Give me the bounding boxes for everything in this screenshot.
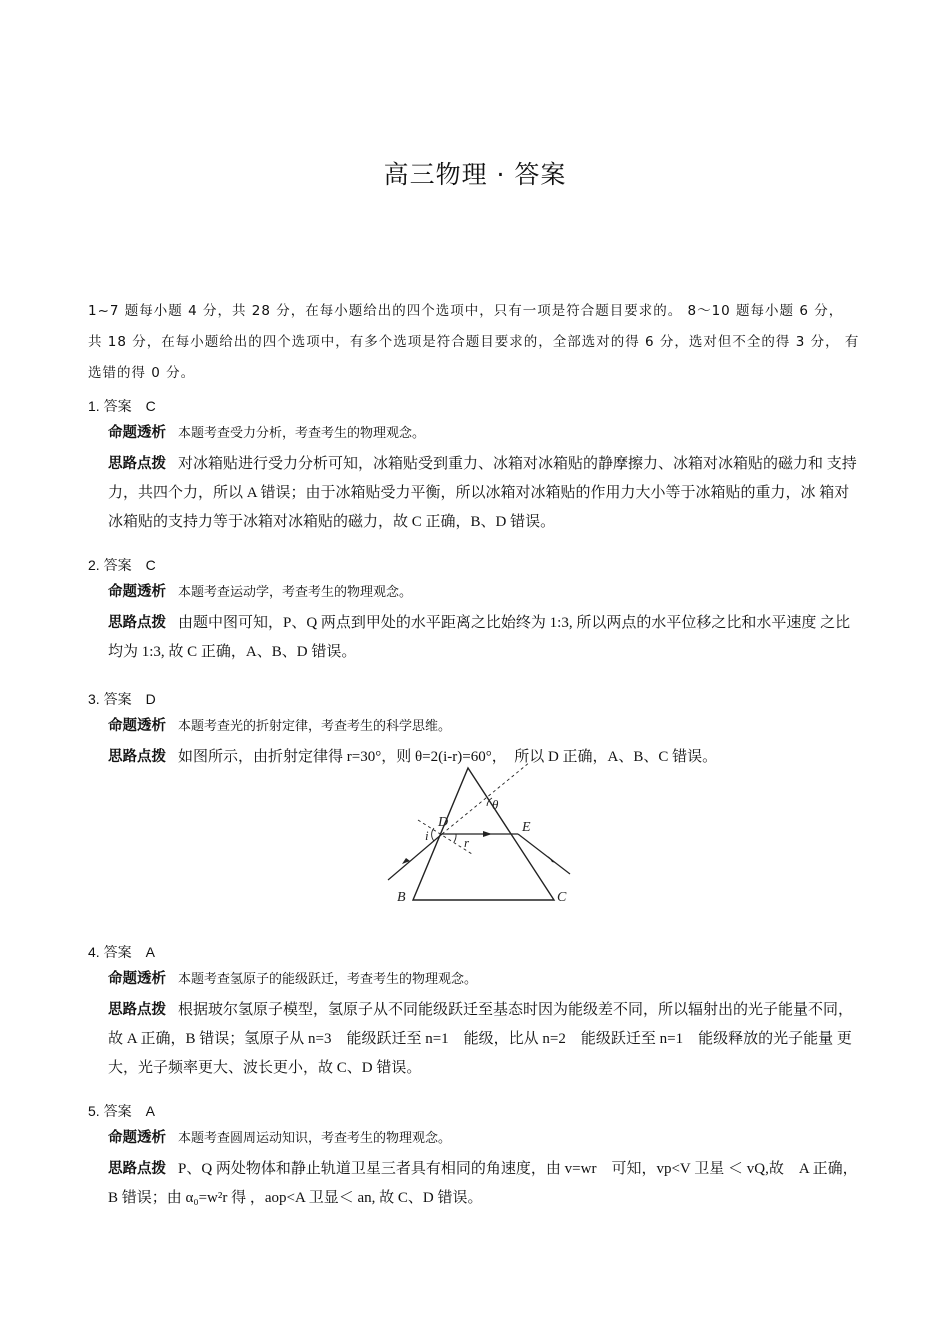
angle-r-arc (454, 834, 456, 842)
emergent-ray (518, 834, 570, 874)
reasoning-text: 由题中图可知，P、Q 两点到甲处的水平距离之比始终为 1:3, 所以两点的水平位移之比和水平速度 之比均为 1:3, 故 C 正确，A、B、D 错误。 (108, 615, 851, 660)
intent-row (88, 965, 863, 994)
answer-heading: 5. 答案 A (88, 1103, 155, 1119)
incident-arrow (402, 858, 410, 864)
reasoning-text: P、Q 两处物体和静止轨道卫星三者具有相同的角速度，由 v=wr 可知，vp<V 卫星 ＜ vQ,故 A 正确，B 错误；由 α₀=w²r 得 ，aop<A 卫显＜ an, 故 C、D 错误。 (108, 1161, 858, 1206)
reasoning-text: 如图所示，由折射定律得 r=30°，则 θ=2(i-r)=60°， 所以 D 正确，A、B、C 错误。 (178, 749, 718, 765)
reasoning-label: 思路点拨 (108, 456, 166, 472)
answer-heading: 1. 答案 C (88, 398, 156, 414)
intent-row (88, 1124, 863, 1153)
answer-block-5 (88, 1098, 863, 1213)
reasoning-text: 根据玻尔氢原子模型，氢原子从不同能级跃迁至基态时因为能级差不同，所以辐射出的光子能量不同，故 A 正确，B 错误；氢原子从 n=3 能级跃迁至 n=1 能级，比从 n=2 能级跃迁至 n=1 能级释放的光子能量 更大，光子频率更大、波长更小，故 C、D 错误。 (108, 1002, 854, 1076)
intent-text: 本题考查受力分析，考查考生的物理观念。 (178, 426, 426, 441)
reasoning-row (88, 1155, 863, 1213)
point-label-e: E (522, 820, 531, 835)
point-label-d: D (438, 815, 449, 830)
intent-label: 命题透析 (108, 718, 166, 734)
intent-text: 本题考查圆周运动知识，考查考生的物理观念。 (178, 1131, 452, 1146)
angle-label-theta: θ (492, 797, 499, 812)
intent-row (88, 578, 863, 607)
answer-heading: 2. 答案 C (88, 557, 156, 573)
scoring-instructions: 1~7 题每小题 4 分，共 28 分，在每小题给出的四个选项中，只有一项是符合题目要求的。 8～10 题每小题 6 分， 共 18 分，在每小题给出的四个选项中，有多个选项是符合题目要求的，全部选对的得 6 分，选对但不全的得 3 分， 有选错的得 0 分。 (88, 303, 860, 381)
page-title: 高三物理 · 答案 (383, 160, 567, 189)
reasoning-label: 思路点拨 (108, 1161, 166, 1177)
intent-text: 本题考查氢原子的能级跃迁，考查考生的物理观念。 (178, 972, 478, 987)
intent-text: 本题考查运动学，考查考生的物理观念。 (178, 585, 413, 600)
angle-label-i: i (425, 828, 429, 843)
reasoning-row (88, 450, 863, 537)
reasoning-label: 思路点拨 (108, 1002, 166, 1018)
intent-label: 命题透析 (108, 1130, 166, 1146)
vertex-label-b: B (397, 890, 406, 905)
answer-block-2 (88, 552, 863, 667)
prism-refraction-diagram (380, 758, 580, 908)
reasoning-label: 思路点拨 (108, 615, 166, 631)
intent-label: 命题透析 (108, 425, 166, 441)
intent-row (88, 419, 863, 448)
answer-heading: 3. 答案 D (88, 691, 156, 707)
intent-text: 本题考查光的折射定律，考查考生的科学思维。 (178, 719, 452, 734)
emergent-arrow (548, 856, 556, 863)
answer-block-4 (88, 939, 863, 1083)
reasoning-row (88, 996, 863, 1083)
answer-block-1 (88, 393, 863, 537)
reasoning-row (88, 609, 863, 667)
answer-heading: 4. 答案 A (88, 944, 155, 960)
intent-label: 命题透析 (108, 971, 166, 987)
intent-label: 命题透析 (108, 584, 166, 600)
angle-label-r: r (464, 835, 470, 850)
vertex-label-c: C (557, 890, 567, 905)
refracted-arrow (483, 831, 492, 837)
intent-row (88, 712, 863, 741)
reasoning-label: 思路点拨 (108, 749, 166, 765)
reasoning-text: 对冰箱贴进行受力分析可知，冰箱贴受到重力、冰箱对冰箱贴的静摩擦力、冰箱对冰箱贴的磁力和 支持力，共四个力，所以 A 错误；由于冰箱贴受力平衡，所以冰箱对冰箱贴的作用力大小等于冰箱贴的重力，冰 箱对冰箱贴的支持力等于冰箱对冰箱贴的磁力，故 C 正确，B、D 错误。 (108, 456, 857, 530)
